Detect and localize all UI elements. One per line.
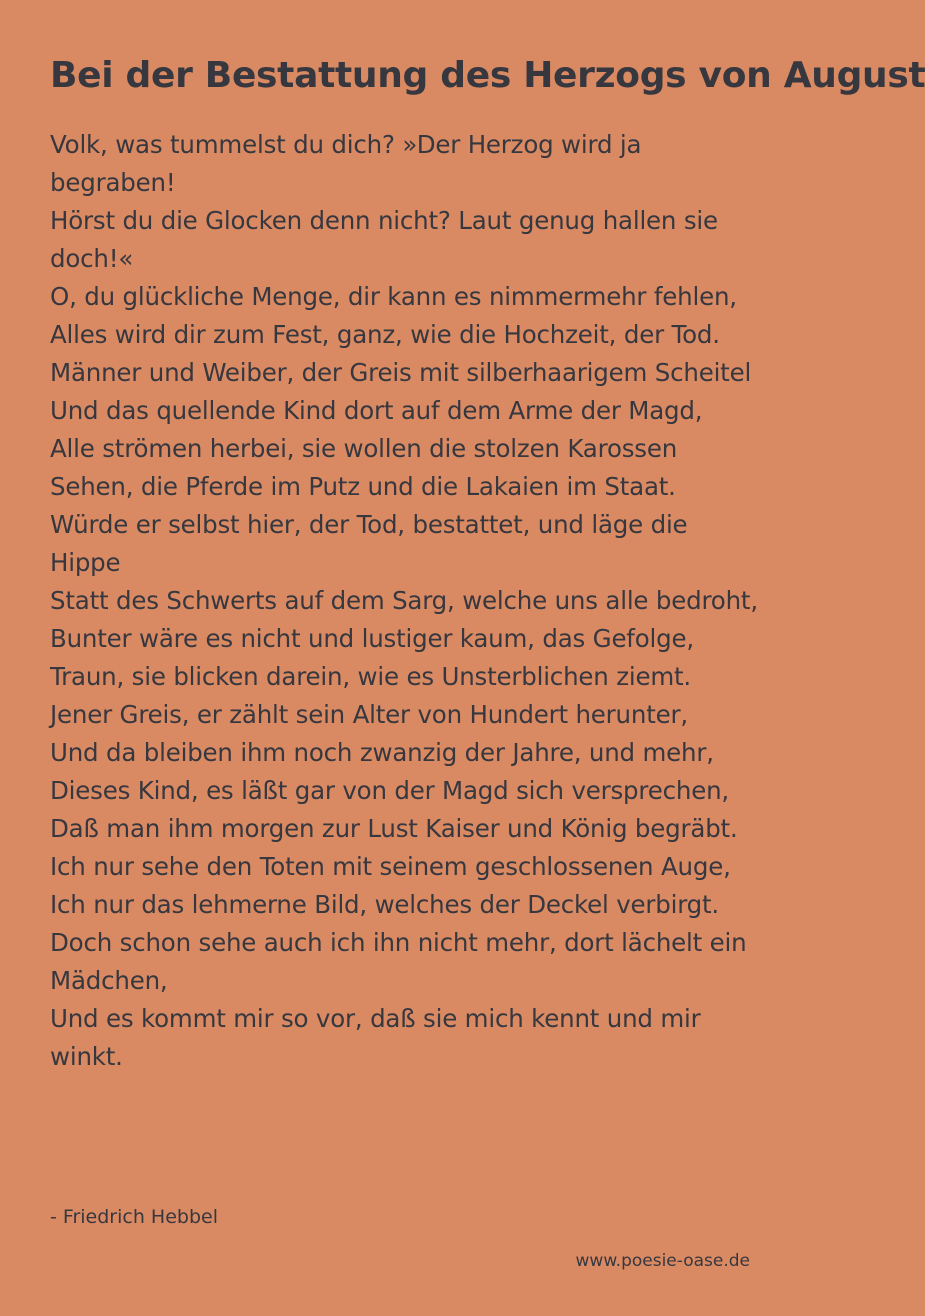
poem-line: Dieses Kind, es läßt gar von der Magd sich versprechen, xyxy=(50,776,730,805)
poem-line: Alle strömen herbei, sie wollen die stolzen Karossen xyxy=(50,434,678,463)
source-url: www.poesie-oase.de xyxy=(575,1251,750,1271)
poem-line: O, du glückliche Menge, dir kann es nimmermehr fehlen, xyxy=(50,282,737,311)
poem-line: Volk, was tummelst du dich? »Der Herzog wird ja begraben! xyxy=(50,130,642,197)
poem-line: Statt des Schwerts auf dem Sarg, welche uns alle bedroht, xyxy=(50,586,758,615)
poem-line: Und es kommt mir so vor, daß sie mich kennt und mir winkt. xyxy=(50,1004,701,1071)
poem-title: Bei der Bestattung des Herzogs von August xyxy=(50,55,925,96)
poem-line: Ich nur das lehmerne Bild, welches der Deckel verbirgt. xyxy=(50,890,719,919)
poem-line: Männer und Weiber, der Greis mit silberhaarigem Scheitel xyxy=(50,358,752,387)
poem-line: Und das quellende Kind dort auf dem Arme der Magd, xyxy=(50,396,703,425)
poem-line: Jener Greis, er zählt sein Alter von Hundert herunter, xyxy=(50,700,688,729)
poem-line: Bunter wäre es nicht und lustiger kaum, das Gefolge, xyxy=(50,624,694,653)
poem-line: Traun, sie blicken darein, wie es Unsterblichen ziemt. xyxy=(50,662,691,691)
poem-line: Hörst du die Glocken denn nicht? Laut genug hallen sie doch!« xyxy=(50,206,718,273)
poem-line: Sehen, die Pferde im Putz und die Lakaien im Staat. xyxy=(50,472,676,501)
poem-body xyxy=(50,126,760,1076)
poem-line: Würde er selbst hier, der Tod, bestattet, und läge die Hippe xyxy=(50,510,688,577)
poem-line: Ich nur sehe den Toten mit seinem geschlossenen Auge, xyxy=(50,852,731,881)
poem-line: Daß man ihm morgen zur Lust Kaiser und König begräbt. xyxy=(50,814,738,843)
poem-line: Alles wird dir zum Fest, ganz, wie die Hochzeit, der Tod. xyxy=(50,320,720,349)
poem-line: Doch schon sehe auch ich ihn nicht mehr, dort lächelt ein Mädchen, xyxy=(50,928,747,995)
poem-line: Und da bleiben ihm noch zwanzig der Jahre, und mehr, xyxy=(50,738,714,767)
poem-author: - Friedrich Hebbel xyxy=(50,1206,218,1228)
